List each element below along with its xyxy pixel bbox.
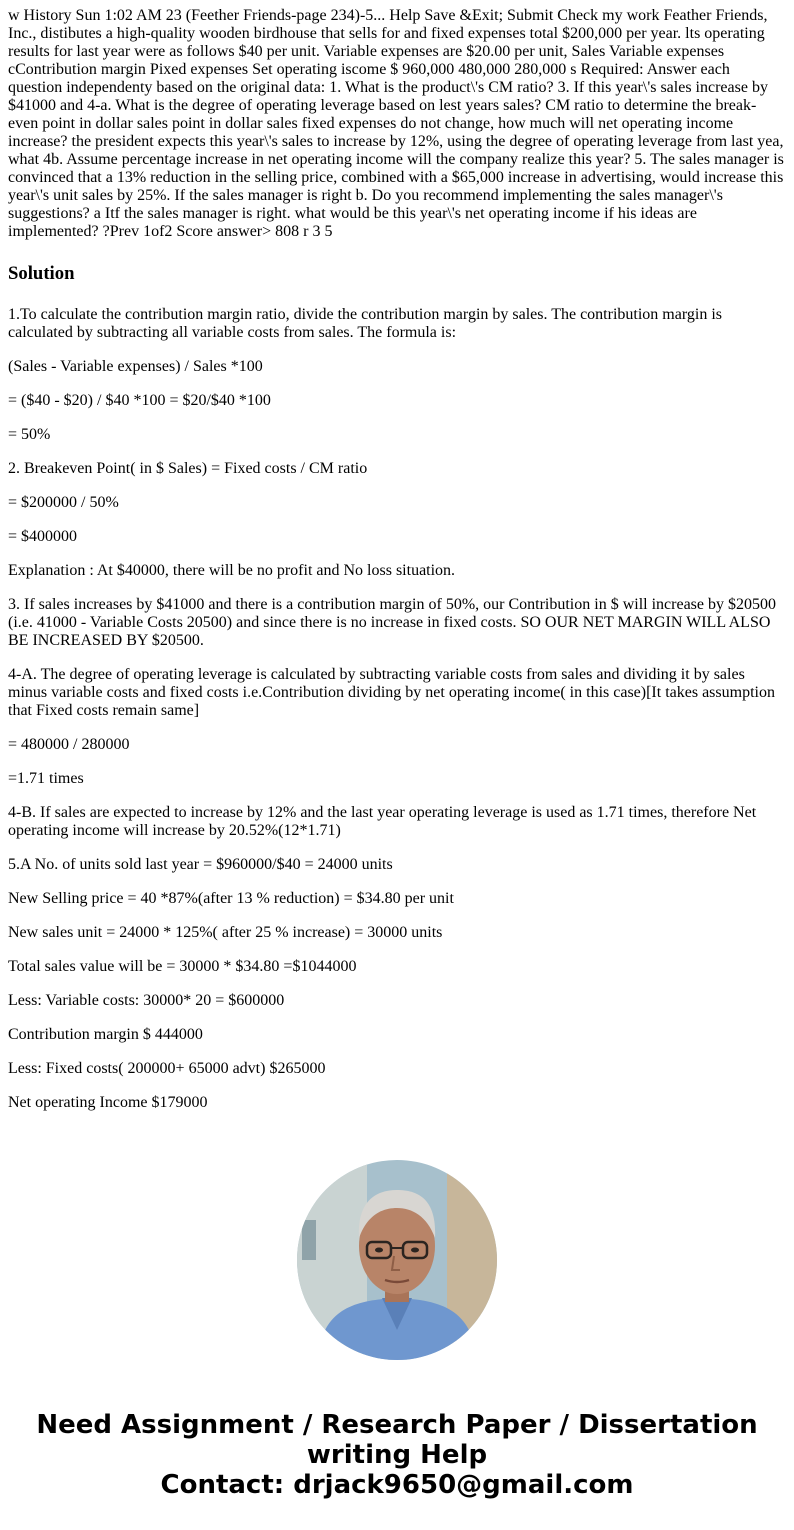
solution-paragraph: = $200000 / 50% [8, 494, 119, 511]
solution-heading: Solution [8, 263, 75, 284]
solution-paragraph: 1.To calculate the contribution margin ratio, divide the contribution margin by sales. The contribution margin is calculated by subtracting all variable costs from sales. The formula is: [8, 306, 722, 341]
solution-paragraph: 3. If sales increases by $41000 and there is a contribution margin of 50%, our Contribution in $ will increase by $20500 (i.e. 41000 - Variable Costs 20500) and since there is no increase in fixed costs. SO OUR NET MARGIN WILL ALSO BE INCREASED BY $20500. [8, 596, 776, 649]
page-content [0, 7, 794, 1112]
solution-paragraph: 4-B. If sales are expected to increase by 12% and the last year operating leverage is used as 1.71 times, therefore Net operating income will increase by 20.52%(12*1.71) [8, 804, 757, 839]
solution-paragraph: =1.71 times [8, 770, 84, 787]
solution-paragraph: New sales unit = 24000 * 125%( after 25 % increase) = 30000 units [8, 924, 443, 941]
solution-paragraph: Less: Variable costs: 30000* 20 = $600000 [8, 992, 285, 1009]
solution-body [8, 306, 786, 1112]
solution-paragraph: Contribution margin $ 444000 [8, 1026, 203, 1043]
solution-paragraph: Less: Fixed costs( 200000+ 65000 advt) $265000 [8, 1060, 326, 1077]
solution-paragraph: Explanation : At $40000, there will be no profit and No loss situation. [8, 562, 456, 579]
tutor-portrait-image [297, 1160, 497, 1360]
tutor-avatar [297, 1160, 497, 1360]
solution-paragraph: = $400000 [8, 528, 78, 545]
contact-banner [0, 1410, 794, 1500]
solution-paragraph: Total sales value will be = 30000 * $34.80 =$1044000 [8, 958, 357, 975]
question-text: w History Sun 1:02 AM 23 (Feether Friends-page 234)-5... Help Save &Exit; Submit Check my work Feather Friends, Inc., distibutes a high-quality wooden birdhouse that sells for and fixed expenses total $200,000 per year. lts operating results for last year were as follows $40 per unit. Variable expenses are $20.00 per unit, Sales Variable expenses cContribution margin Pixed expenses Set operating iscome $ 960,000 480,000 280,000 s Required: Answer each question independenty based on the original data: 1. What is the product\'s CM ratio? 3. If this year\'s sales increase by $41000 and 4-a. What is the degree of operating leverage based on lest years sales? CM ratio to determine the break-even point in dollar sales point in dollar sales fixed expenses do not change, how much will net operating income increase? the president expects this year\'s sales to increase by 12%, using the degree of operating leverage from last yea, what 4b. Assume percentage increase in net operating income will the company realize this year? 5. The sales manager is convinced that a 13% reduction in the selling price, combined with a $65,000 increase in advertising, would increase this year\'s unit sales by 25%. If the sales manager is right b. Do you recommend implementing the sales manager\'s suggestions? a Itf the sales manager is right. what would be this year\'s net operating income if his ideas are implemented? ?Prev 1of2 Score answer> 808 r 3 5 [8, 7, 784, 240]
banner-contact-email: Contact: drjack9650@gmail.com [160, 1470, 634, 1500]
solution-paragraph: = 480000 / 280000 [8, 736, 130, 753]
solution-paragraph: (Sales - Variable expenses) / Sales *100 [8, 358, 263, 375]
solution-paragraph: = ($40 - $20) / $40 *100 = $20/$40 *100 [8, 392, 271, 409]
solution-paragraph: 5.A No. of units sold last year = $960000/$40 = 24000 units [8, 856, 393, 873]
solution-paragraph: 4-A. The degree of operating leverage is calculated by subtracting variable costs from sales and dividing it by sales minus variable costs and fixed costs i.e.Contribution dividing by net operating income( in this case)[It takes assumption that Fixed costs remain same] [8, 666, 775, 719]
solution-paragraph: New Selling price = 40 *87%(after 13 % reduction) = $34.80 per unit [8, 890, 454, 907]
solution-paragraph: 2. Breakeven Point( in $ Sales) = Fixed costs / CM ratio [8, 460, 368, 477]
solution-paragraph: Net operating Income $179000 [8, 1094, 208, 1111]
solution-paragraph: = 50% [8, 426, 51, 443]
banner-line-1: Need Assignment / Research Paper / Dissertation [36, 1410, 758, 1440]
banner-line-2: writing Help [306, 1440, 488, 1470]
